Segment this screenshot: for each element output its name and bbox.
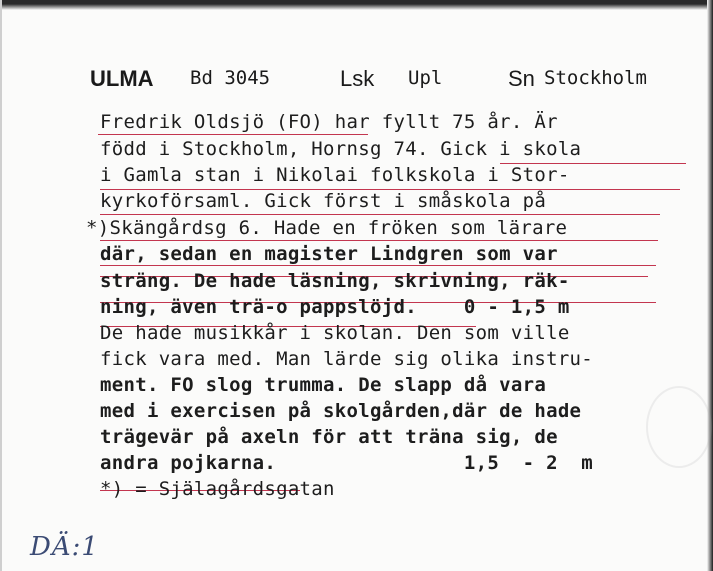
card-top-edge	[0, 0, 713, 10]
text-line-10: fick vara med. Man lärde sig olika instru-	[100, 348, 594, 370]
text-line-3: i Gamla stan i Nikolai folkskola i Stor-	[100, 164, 570, 186]
card-right-edge	[707, 0, 713, 571]
text-line-13: trägevär på axeln för att träna sig, de	[100, 426, 558, 448]
faint-stamp	[646, 386, 712, 468]
text-line-12: med i exercisen på skolgården,där de hade	[100, 400, 582, 422]
handwritten-mark: DÄ:1	[30, 532, 99, 562]
text-line-9: De hade musikkår i skolan. Den som ville	[100, 322, 570, 344]
text-line-8: ning, även trä-o pappslöjd. 0 - 1,5 m	[100, 296, 570, 318]
socken-label: Sn	[508, 66, 535, 91]
card-left-edge	[0, 0, 2, 571]
archive-code: ULMA	[90, 66, 154, 91]
text-line-5: *)Skängårdsg 6. Hade en fröken som lärare	[86, 217, 568, 239]
text-line-7: sträng. De hade läsning, skrivning, räk-	[100, 270, 570, 292]
text-line-14: andra pojkarna. 1,5 - 2 m	[100, 452, 594, 474]
landskap-label: Lsk	[340, 66, 375, 91]
text-line-6: där, sedan en magister Lindgren som var	[100, 243, 558, 265]
underline	[100, 214, 660, 215]
footnote: *) = Själagårdsgatan	[100, 478, 335, 500]
socken-value: Stockholm	[544, 67, 647, 89]
text-line-1: Fredrik Oldsjö (FO) har fyllt 75 år. Är	[100, 111, 558, 133]
text-line-4: kyrkoförsaml. Gick först i småskola på	[100, 190, 547, 212]
text-line-2: född i Stockholm, Hornsg 74. Gick i skola	[100, 138, 582, 160]
volume-number: Bd 3045	[190, 67, 271, 89]
landskap-value: Upl	[408, 67, 443, 89]
text-line-11: ment. FO slog trumma. De slapp då vara	[100, 374, 547, 396]
